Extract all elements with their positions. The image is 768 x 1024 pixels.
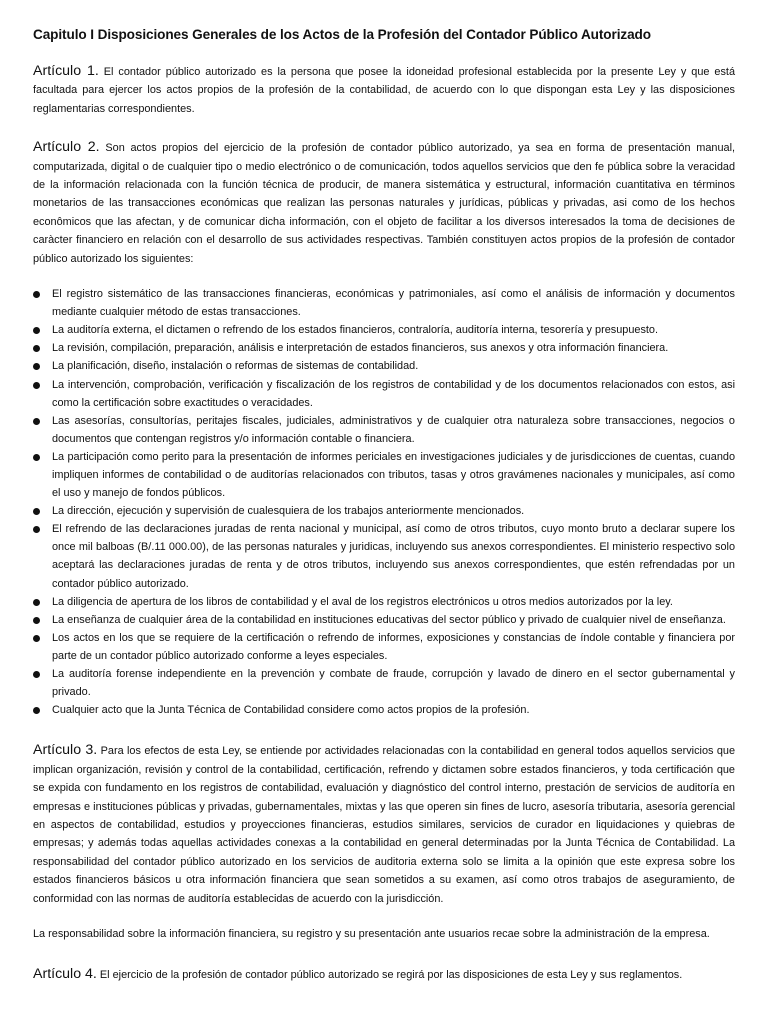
list-item: La revisión, compilación, preparación, análisis e interpretación de estados financieros, sus anexos y otra información financiera. [33, 339, 735, 357]
bullet-icon [33, 363, 40, 370]
article-1 [33, 62, 735, 118]
list-item: La enseñanza de cualquier área de la contabilidad en instituciones educativas del sector público y privado de cualquier nivel de enseñanza. [33, 611, 735, 629]
bullet-icon [33, 508, 40, 515]
article-4-heading: Artículo 4. [33, 966, 97, 983]
article-1-heading: Artículo 1. [33, 63, 99, 79]
list-item: Las asesorías, consultorías, peritajes fiscales, judiciales, administrativos y de cualquier otra naturaleza sobre transacciones, negocios o documentos que contengan registros y/o información contable o financiera. [33, 412, 735, 448]
list-item: La auditoría externa, el dictamen o refrendo de los estados financieros, contraloría, auditoría interna, tesorería y presupuesto. [33, 321, 735, 339]
article-4-text: El ejercicio de la profesión de contador público autorizado se regirá por las disposiciones de esta Ley y sus reglamentos. [99, 969, 683, 982]
bullet-icon [33, 526, 40, 533]
bullet-icon [33, 707, 40, 714]
list-item: La participación como perito para la presentación de informes periciales en investigaciones judiciales y de jurisdicciones de cuentas, cuando impliquen informes de contabilidad o de auditorías relacionados con tributos, tasas y otros gravámenes nacionales y municipales, así como el uso y manejo de fondos públicos. [33, 448, 735, 502]
list-item: La diligencia de apertura de los libros de contabilidad y el aval de los registros electrónicos u otros medios autorizados por la ley. [33, 593, 735, 611]
bullet-icon [33, 345, 40, 352]
list-item: El refrendo de las declaraciones juradas de renta nacional y municipal, así como de otros tributos, cuyo monto bruto a declarar supere los once mil balboas (B/.11 000.00), de las personas naturales y juridicas, incluyendo sus anexos correspondientes. El ministerio respectivo solo aceptará las declaraciones juradas de renta y de otros tributos, incluyendo sus anexos correspondientes, que estén refrendadas por un contador público autorizado. [33, 520, 735, 592]
bullet-icon [33, 635, 40, 642]
list-item: Cualquier acto que la Junta Técnica de Contabilidad considere como actos propios de la profesión. [33, 701, 735, 719]
list-item: La intervención, comprobación, verificación y fiscalización de los registros de contabilidad y de los documentos relacionados con estos, asi como la certificación sobre exactitudes o veracidades. [33, 376, 735, 412]
bullet-icon [33, 671, 40, 678]
article-1-text: El contador público autorizado es la persona que posee la idoneidad profesional establecida por la presente Ley y que está facultada para ejercer los actos propios de la profesión de la contabilidad, de acuerdo con lo que dispongan esta Ley y las disposiciones reglamentarias correspondientes. [33, 66, 736, 115]
article-3-extra: La responsabilidad sobre la información financiera, su registro y su presentación ante usuarios recae sobre la administración de la empresa. [33, 927, 710, 940]
article-4 [33, 965, 735, 984]
list-item: Los actos en los que se requiere de la certificación o refrendo de informes, exposiciones y constancias de índole contable y financiera por parte de un contador público autorizado conforme a leyes especiales. [33, 629, 735, 665]
bullet-icon [33, 382, 40, 389]
article-2 [33, 138, 735, 268]
article-2-text: Son actos propios del ejercicio de la profesión de contador público autorizado, ya sea en forma de presentación manual, computarizada, digital o de cualquier tipo o medio electrónico o de comunicación, todos aquellos servicios que den fe pública sobre la veracidad de la información relacionada con la función técnica de producir, de manera sistemática y estructural, información cuantitativa en términos monetarios de las transacciones económicas que realizan las personas naturales y jurídicas, públicas y privadas, asi como de los hechos econômicos que las afectan, y de comunicar dicha información, con el objeto de facilitar a los diversos interesados la toma de decisiones de caràcter financiero en relación con el desarrollo de sus actividades respectivas. También constituyen actos propios de la profesión de contador público autorizado los siguientes: [33, 142, 736, 265]
bullet-icon [33, 617, 40, 624]
bullet-icon [33, 327, 40, 334]
bullet-icon [33, 454, 40, 461]
list-item: La dirección, ejecución y supervisión de cualesquiera de los trabajos anteriormente mencionados. [33, 502, 735, 520]
list-item: La planificación, diseño, instalación o reformas de sistemas de contabilidad. [33, 357, 735, 375]
article-3 [33, 741, 735, 908]
article-2-list [33, 285, 735, 719]
bullet-icon [33, 291, 40, 298]
bullet-icon [33, 418, 40, 425]
chapter-title: Capitulo I Disposiciones Generales de los Actos de la Profesión del Contador Público Autorizado [33, 27, 651, 42]
bullet-icon [33, 599, 40, 606]
article-3-heading: Artículo 3. [33, 742, 98, 759]
list-item: La auditoría forense independiente en la prevención y combate de fraude, corrupción y lavado de dinero en el sector gubernamental y privado. [33, 665, 735, 701]
list-item: El registro sistemático de las transacciones financieras, económicas y patrimoniales, así como el análisis de información y documentos mediante cualquier método de estas transacciones. [33, 285, 735, 321]
article-2-heading: Artículo 2. [33, 139, 100, 156]
article-3-text: Para los efectos de esta Ley, se entiende por actividades relacionadas con la contabilidad en general todos aquellos servicios que implican organización, revisión y control de la contabilidad, certificación, refrendo y dictamen sobre estados financieros, y toda certificación que se expida con fundamento en los registros de contabilidad, evaluación y diagnóstico del control interno, prestación de servicios de auditoría en empresas e instituciones públicas y privadas, gubernamentales, mixtas y las que operen sin fines de lucro, asesoría tributaria, asesoría gerencial en aspectos de contabilidad, estudios y proyecciones financieras, estudios similares, servicios de curador en liquidaciones y quiebras de empresas; y además todas aquellas actividades conexas a la contabilidad en general determinadas por la Junta Técnica de Contabilidad. La responsabilidad del contador público autorizado en los servicios de auditoria externa solo se limita a la opinión que este expresa sobre los estados financieros básicos u otra información financiera que sean sometidos a su examen, así como otros trabajos de aseguramiento, de conformidad con las normas de auditoría establecidas de acuerdo con la jurisdicción. [33, 745, 736, 905]
